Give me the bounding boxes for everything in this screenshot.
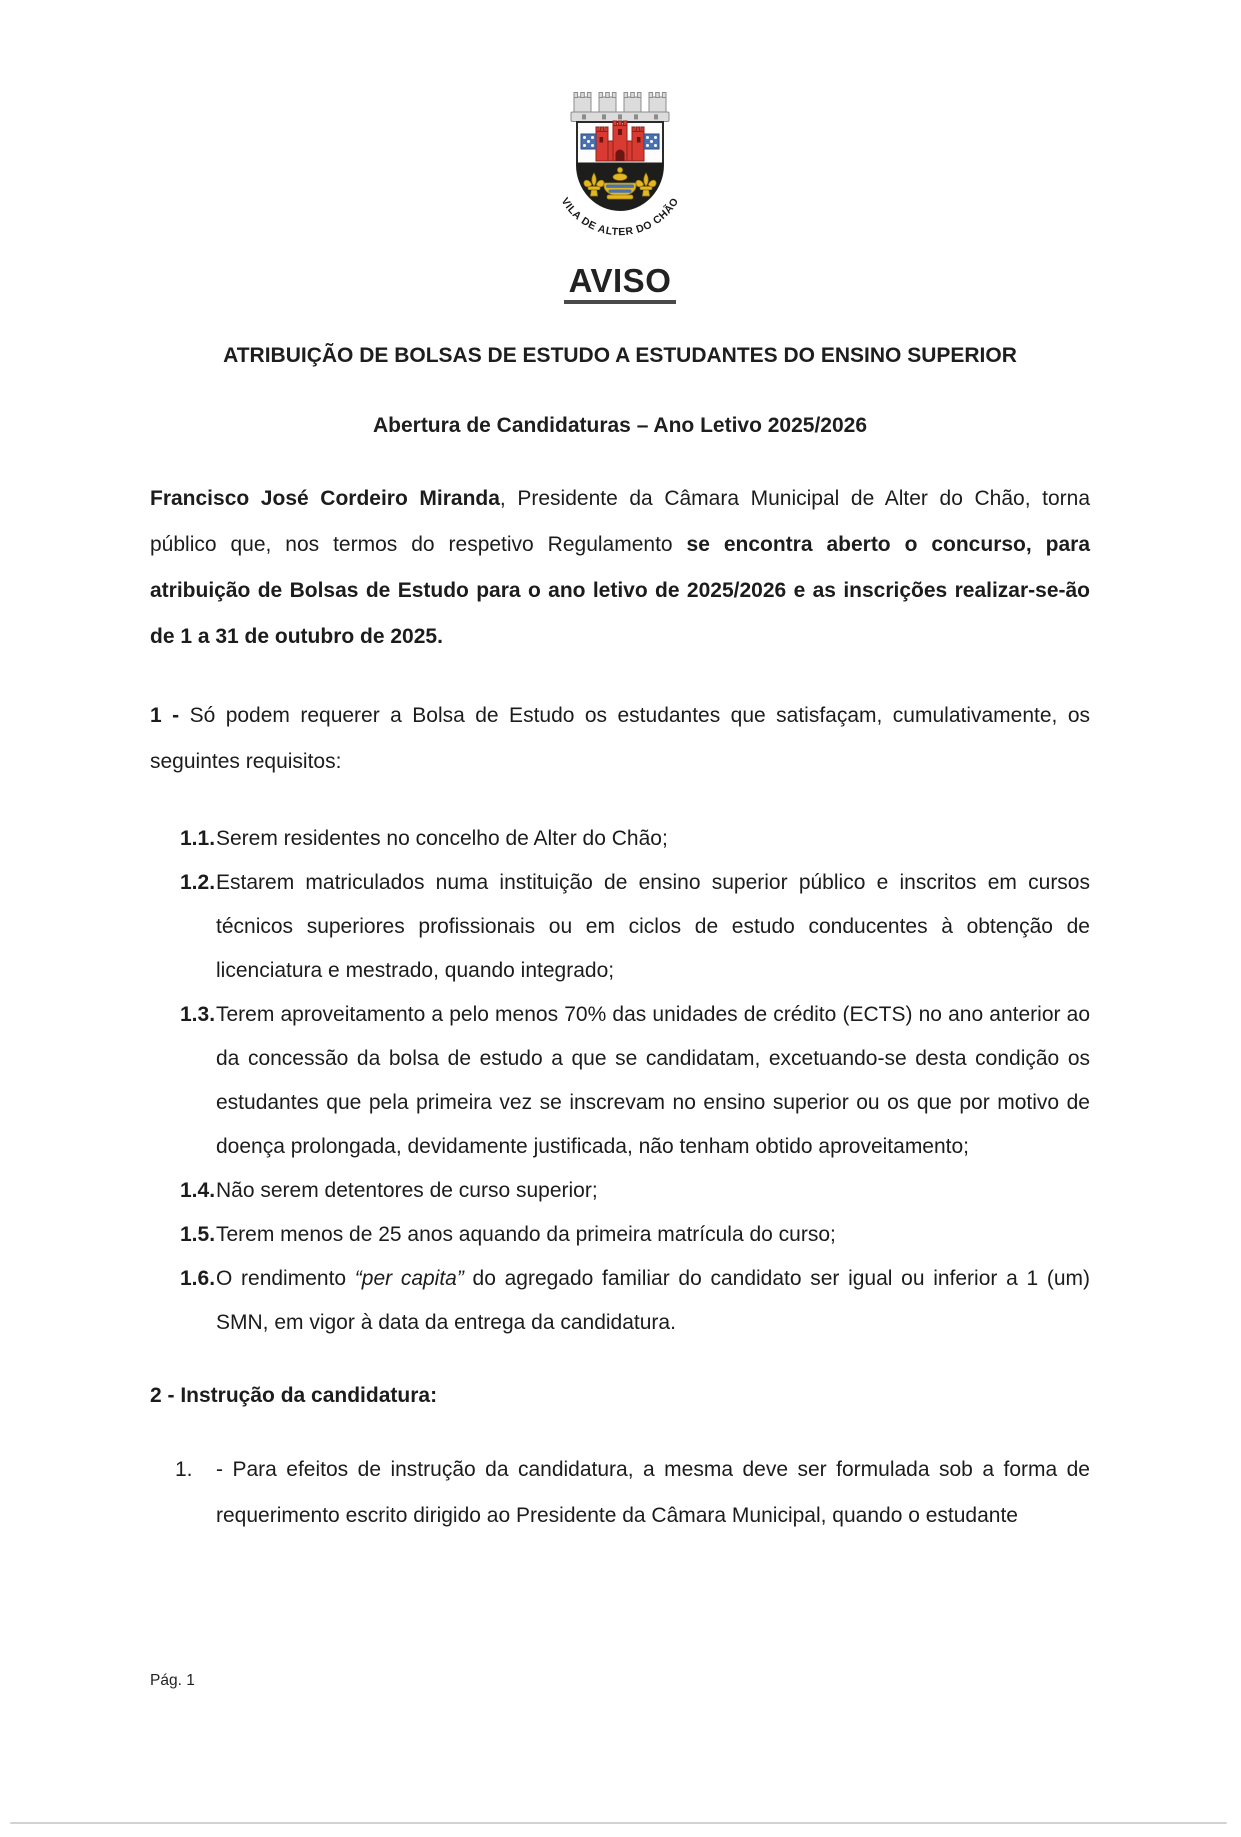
crest-motto: VILA DE ALTER DO CHÃO (558, 195, 682, 239)
section1-heading: 1 - Só podem requerer a Bolsa de Estudo os estudantes que satisfaçam, cumulativamente, os seguintes requisitos: (150, 704, 1090, 773)
requirements-list (150, 817, 1090, 1345)
requirement-number: 1.2. (180, 871, 216, 894)
section2-list (150, 1447, 1090, 1539)
requirement-item-1-5 (150, 1213, 1090, 1257)
document-page (0, 83, 1241, 1539)
municipal-coat-of-arms (510, 83, 730, 253)
requirement-text: Não serem detentores de curso superior; (216, 1179, 598, 1202)
page-number: Pág. 1 (150, 1672, 195, 1689)
section2-item-number: 1. (175, 1458, 193, 1481)
requirement-text: O rendimento “per capita” do agregado familiar do candidato ser igual ou inferior a 1 (um) SMN, em vigor à data da entrega da candidatura. (216, 1267, 1090, 1334)
requirement-number: 1.3. (180, 1003, 216, 1026)
blue-panel-right (644, 134, 659, 149)
page-title-text: AVISO (564, 262, 677, 304)
requirement-number: 1.1. (180, 827, 216, 850)
intro-paragraph: Francisco José Cordeiro Miranda, Presidente da Câmara Municipal de Alter do Chão, torna público que, nos termos do respetivo Regulamento se encontra aberto o concurso, para atribuição de Bolsas de Estudo para o ano letivo de 2025/2026 e as inscrições realizar-se-ão de 1 a 31 de outubro de 2025. (150, 487, 1091, 648)
requirement-text: Serem residentes no concelho de Alter do Chão; (216, 827, 668, 850)
section2-item-text: - Para efeitos de instrução da candidatura, a mesma deve ser formulada sob a forma de requerimento escrito dirigido ao Presidente da Câmara Municipal, quando o estudante (216, 1458, 1090, 1527)
section2-item-1 (150, 1447, 1090, 1539)
requirement-item-1-3 (150, 993, 1090, 1169)
mural-crown (571, 93, 669, 122)
requirement-number: 1.5. (180, 1223, 216, 1246)
coat-of-arms-icon (510, 83, 730, 253)
requirement-item-1-2 (150, 861, 1090, 993)
requirement-text: Terem aproveitamento a pelo menos 70% das unidades de crédito (ECTS) no ano anterior ao da concessão da bolsa de estudo a que se candidatam, excetuando-se desta condição os estudantes que pela primeira vez se inscrevam no ensino superior ou os que por motivo de doença prolongada, devidamente justificada, não tenham obtido aproveitamento; (216, 1003, 1090, 1158)
castle-icon (596, 121, 644, 161)
document-subheading: Abertura de Candidaturas – Ano Letivo 2025/2026 (372, 414, 868, 437)
requirement-number: 1.6. (180, 1267, 216, 1290)
requirement-item-1-4 (150, 1169, 1090, 1213)
page-title (150, 261, 1090, 301)
scan-edge-line (10, 1822, 1227, 1824)
requirement-text: Terem menos de 25 anos aquando da primeira matrícula do curso; (216, 1223, 836, 1246)
document-heading: ATRIBUIÇÃO DE BOLSAS DE ESTUDO A ESTUDANTES DO ENSINO SUPERIOR (223, 344, 1017, 367)
requirement-number: 1.4. (180, 1179, 216, 1202)
requirement-item-1-6 (150, 1257, 1090, 1345)
section2-heading: 2 - Instrução da candidatura: (150, 1384, 438, 1407)
blue-panel-left (581, 134, 596, 149)
requirement-item-1-1 (150, 817, 1090, 861)
requirement-text: Estarem matriculados numa instituição de ensino superior público e inscritos em cursos técnicos superiores profissionais ou em ciclos de estudo conducentes à obtenção de licenciatura e mestrado, quando integrado; (216, 871, 1090, 982)
